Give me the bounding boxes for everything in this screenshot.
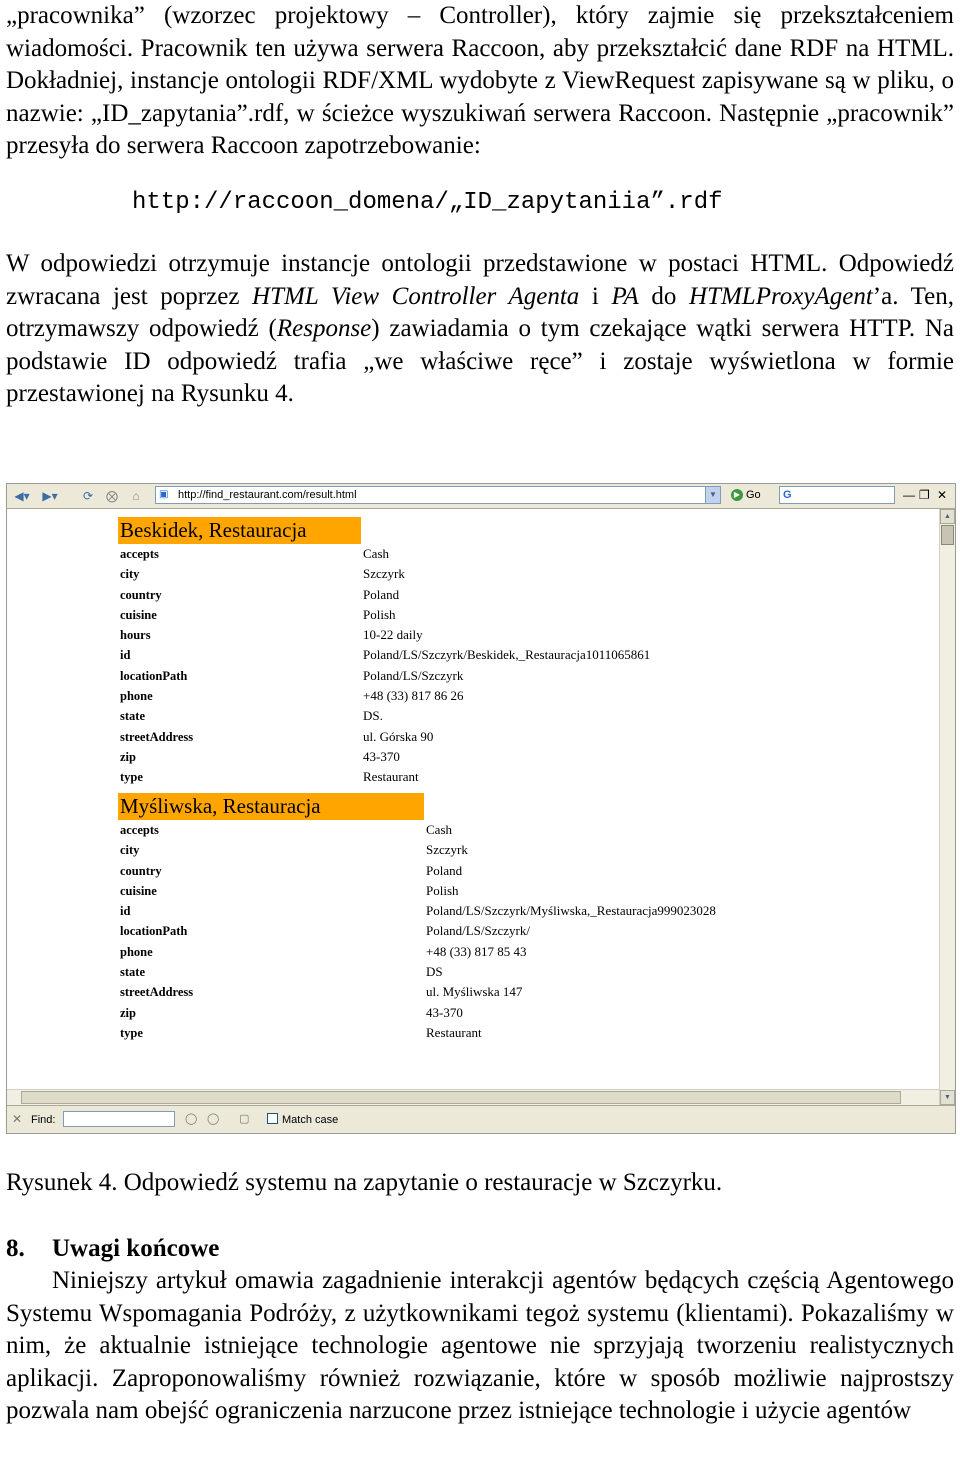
field-key: country <box>120 863 162 878</box>
field-key: country <box>120 587 162 602</box>
restaurant-field-row <box>118 901 716 921</box>
search-input[interactable]: G <box>779 486 895 504</box>
find-bar <box>7 1105 955 1133</box>
restore-icon[interactable]: ❐ <box>919 488 930 502</box>
field-value: Szczyrk <box>426 842 468 858</box>
restaurant-field-row <box>118 747 400 767</box>
response-text-d: ’a. Ten, otrzymawszy odpowiedź ( <box>6 282 954 343</box>
field-key: zip <box>120 749 136 764</box>
response-text-em3: HTMLProxyAgent <box>689 282 873 310</box>
close-find-icon[interactable]: ✕ <box>12 1112 23 1126</box>
find-label: Find: <box>31 1114 56 1126</box>
restaurant-field-row <box>118 820 452 840</box>
restaurant-field-row <box>118 1003 463 1023</box>
intro-paragraph: „pracownika” (wzorzec projektowy – Controller), który zajmie się przekształceniem wiadomości. Pracownik ten używa serwera Raccoon, aby przekształcić dane RDF na HTML. Dokładniej, instancje ontologii RDF/XML wydobyte z ViewRequest zapisywane są w pliku, o nazwie: „ID_zapytania”.rdf, w ścieżce wyszukiwań serwera Raccoon. Następnie „pracownik” przesyła do serwera Raccoon zapotrzebowanie: <box>6 2 954 160</box>
field-key: cuisine <box>120 607 157 622</box>
conclusion-text: Niniejszy artykuł omawia zagadnienie interakcji agentów będących częścią Agentowego Systemu Wspomagania Podróży, z użytkownikami tegoż systemu (klientami). Pokazaliśmy w nim, że aktualnie istniejące technologie agentowe nie sprzyjają tworzeniu realistycznych aplikacji. Zaproponowaliśmy również rozwiązanie, które w sposób możliwie najprostszy pozwala nam obejść ograniczenia narzucone przez istniejące technologie i użycie agentów <box>6 1267 954 1425</box>
field-value: Poland/LS/Szczyrk/Myśliwska,_Restauracja999023028 <box>426 903 716 919</box>
section-heading <box>6 1233 219 1265</box>
restaurant-card <box>118 793 716 1043</box>
response-text-em2: PA <box>611 282 639 310</box>
highlight-icon[interactable]: ▢ <box>239 1113 250 1125</box>
close-window-icon[interactable]: ✕ <box>937 488 948 502</box>
field-key: locationPath <box>120 924 188 939</box>
match-case-label: Match case <box>282 1114 339 1126</box>
back-arrow-icon[interactable]: ◀▾ <box>14 489 30 503</box>
field-value: Poland <box>426 862 463 878</box>
vertical-scrollbar[interactable] <box>939 509 955 1105</box>
field-key: locationPath <box>120 668 188 683</box>
address-dropdown-icon[interactable]: ▼ <box>705 487 720 503</box>
field-value: ul. Myśliwska 147 <box>426 984 523 1000</box>
field-value: Restaurant <box>363 769 419 785</box>
field-key: streetAddress <box>120 985 194 1000</box>
field-key: streetAddress <box>120 729 194 744</box>
figure-caption: Rysunek 4. Odpowiedź systemu na zapytanie o restauracje w Szczyrku. <box>6 1169 723 1196</box>
restaurant-fields <box>118 544 651 788</box>
field-key: city <box>120 567 140 582</box>
field-value: DS <box>426 964 443 980</box>
field-key: hours <box>120 628 151 643</box>
browser-screenshot-figure <box>6 483 956 1134</box>
response-text-em4: Response <box>276 315 372 343</box>
restaurant-field-row <box>118 982 523 1002</box>
field-key: state <box>120 709 145 724</box>
scroll-up-icon[interactable]: ▲ <box>940 509 955 524</box>
restaurant-field-row <box>118 942 527 962</box>
field-key: phone <box>120 689 153 704</box>
restaurant-fields <box>118 820 716 1043</box>
match-case-checkbox[interactable] <box>267 1113 278 1124</box>
response-text-c: do <box>638 282 690 310</box>
scroll-thumb[interactable] <box>941 525 954 545</box>
field-value: Polish <box>363 606 396 622</box>
field-value: 43-370 <box>426 1004 463 1020</box>
field-value: Szczyrk <box>363 566 405 582</box>
field-key: id <box>120 648 131 663</box>
field-value: 43-370 <box>363 748 400 764</box>
field-value: Cash <box>426 822 452 837</box>
page-viewport <box>7 509 939 1105</box>
response-text-em1: HTML View Controller Agenta <box>252 282 580 310</box>
field-key: type <box>120 770 143 785</box>
home-icon[interactable]: ⌂ <box>132 489 140 503</box>
find-next-icon[interactable]: ◯ <box>185 1113 198 1125</box>
response-text-a: W odpowiedzi otrzymuje instancje ontologii przedstawione w postaci HTML. Odpowiedź zwracana jest poprzez <box>6 249 954 310</box>
restaurant-field-row <box>118 686 464 706</box>
field-value: Poland/LS/Szczyrk/ <box>426 923 530 939</box>
page-favicon-icon: ▣ <box>159 489 169 500</box>
field-key: accepts <box>120 547 159 561</box>
address-bar[interactable] <box>155 486 721 504</box>
field-key: city <box>120 843 140 858</box>
field-key: cuisine <box>120 883 157 898</box>
field-value: +48 (33) 817 86 26 <box>363 688 464 704</box>
conclusion-paragraph <box>6 1265 954 1428</box>
go-button[interactable] <box>731 487 761 503</box>
find-input[interactable] <box>63 1111 175 1127</box>
response-text-b: i <box>579 282 612 310</box>
field-value: +48 (33) 817 85 43 <box>426 943 527 959</box>
document-page <box>6 0 954 411</box>
restaurant-field-row <box>118 544 389 564</box>
field-value: DS. <box>363 708 383 724</box>
restaurant-card <box>118 517 651 788</box>
restaurant-field-row <box>118 564 405 584</box>
restaurant-field-row <box>118 585 400 605</box>
field-value: Poland/LS/Szczyrk <box>363 667 464 683</box>
field-value: Poland <box>363 586 400 602</box>
field-key: phone <box>120 944 153 959</box>
field-value: ul. Górska 90 <box>363 728 434 744</box>
browser-toolbar <box>7 484 955 509</box>
horizontal-scrollbar[interactable] <box>7 1089 939 1105</box>
restaurant-field-row <box>118 666 464 686</box>
forward-arrow-icon[interactable]: ▶▾ <box>42 489 58 503</box>
field-value: Polish <box>426 882 459 898</box>
restaurant-field-row <box>118 727 434 747</box>
find-previous-icon[interactable]: ◯ <box>207 1113 220 1125</box>
field-value: Poland/LS/Szczyrk/Beskidek,_Restauracja1011065861 <box>363 647 651 663</box>
go-label: Go <box>746 489 761 501</box>
scroll-down-icon[interactable]: ▼ <box>940 1090 955 1105</box>
stop-icon[interactable]: ⨂ <box>106 489 118 503</box>
restaurant-title: Myśliwska, Restauracja <box>118 793 424 820</box>
restaurant-field-row <box>118 767 419 787</box>
section-number: 8. <box>6 1235 25 1262</box>
restaurant-field-row <box>118 1023 482 1043</box>
restaurant-field-row <box>118 645 651 665</box>
restaurant-field-row <box>118 706 383 726</box>
field-value: Cash <box>363 546 389 561</box>
restaurant-field-row <box>118 840 468 860</box>
restaurant-field-row <box>118 861 463 881</box>
response-text-e: ) zawiadamia o tym czekające wątki serwera HTTP. Na podstawie ID odpowiedź trafia „we właściwe ręce” i zostaje wyświetlona w formie przestawionej na Rysunku 4. <box>6 315 954 408</box>
refresh-icon[interactable]: ⟳ <box>82 489 94 503</box>
restaurant-field-row <box>118 962 443 982</box>
field-value: Restaurant <box>426 1024 482 1040</box>
address-url[interactable]: http://find_restaurant.com/result.html <box>178 489 357 501</box>
restaurant-field-row <box>118 881 459 901</box>
field-key: type <box>120 1025 143 1040</box>
restaurant-title: Beskidek, Restauracja <box>118 517 361 544</box>
restaurant-field-row <box>118 625 423 645</box>
field-key: accepts <box>120 823 159 837</box>
restaurant-field-row <box>118 605 396 625</box>
section-title: Uwagi końcowe <box>52 1235 220 1262</box>
field-key: zip <box>120 1005 136 1020</box>
field-key: state <box>120 965 145 980</box>
hscroll-thumb[interactable] <box>21 1091 901 1104</box>
request-url-code: http://raccoon_domena/„ID_zapytaniia”.rdf <box>132 188 723 216</box>
field-key: id <box>120 904 131 919</box>
restaurant-field-row <box>118 921 530 941</box>
response-paragraph <box>6 248 954 411</box>
go-icon: ▶ <box>731 489 743 501</box>
minimize-icon[interactable]: — <box>903 488 915 502</box>
field-value: 10-22 daily <box>363 627 423 643</box>
